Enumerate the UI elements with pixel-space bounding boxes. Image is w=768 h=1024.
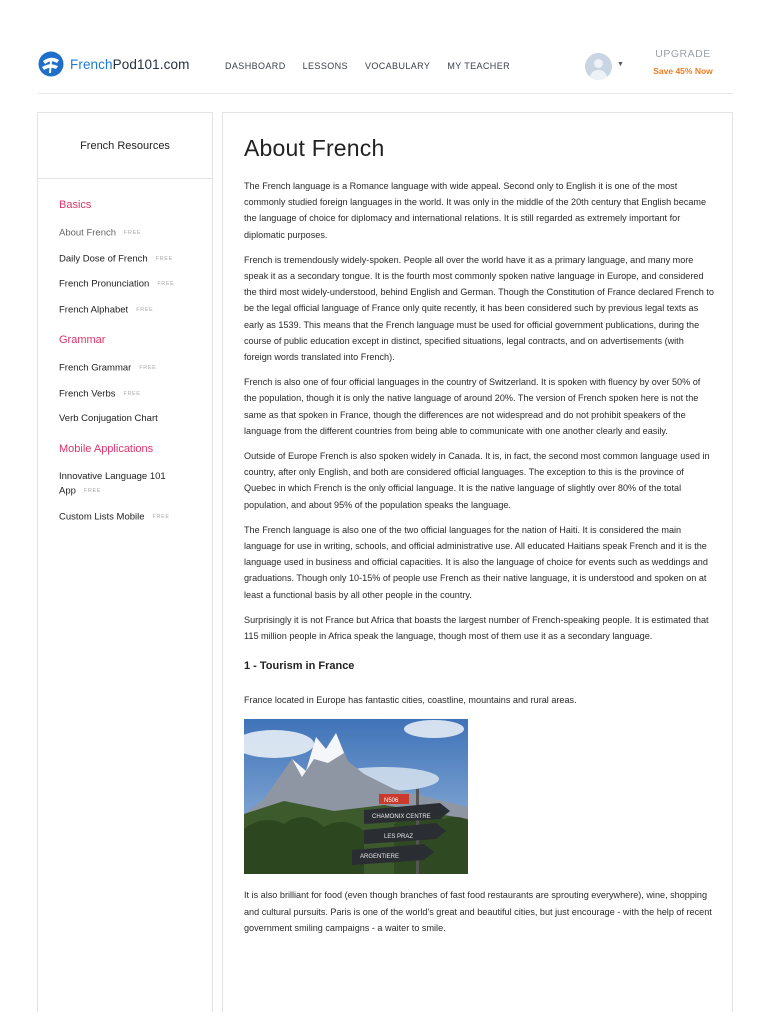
sidebar-item-custom-lists[interactable]: Custom Lists Mobile FREE [59,511,170,523]
sidebar-category-mobile: Mobile Applications [59,443,154,456]
header-divider [38,93,733,94]
sidebar-item-verb-conjugation[interactable]: Verb Conjugation Chart [59,413,158,425]
sidebar-item-grammar[interactable]: French Grammar FREE [59,362,157,374]
free-badge: FREE [124,230,142,236]
sign-argentiere: ARGENTIERE [360,854,400,861]
sidebar-list [38,195,212,524]
free-badge: FREE [83,488,101,495]
free-badge: FREE [155,255,173,262]
sidebar-item-verbs[interactable]: French Verbs FREE [59,388,141,400]
upgrade-button[interactable] [643,48,723,76]
free-badge: FREE [139,365,157,372]
nav-vocabulary[interactable]: VOCABULARY [364,61,431,71]
article-paragraph: Surprisingly it is not France but Africa that boasts the largest number of French-speaking people. It is estimated that 115 million people in Africa speak the language, though most of them use it as a secondary language. [244,614,709,642]
article-panel [222,112,733,1012]
sidebar-title: French Resources [38,113,212,179]
article-paragraph: Outside of Europe French is also spoken widely in Canada. It is, in fact, the second most common language used in country, after only English, and both are considered official languages. The exception to this is the province of Quebec in which French is the only official language. It is the native language of slightly over 80% of the total population, and about 95% of the population speaks the language. [244,451,710,510]
user-avatar[interactable] [585,53,612,80]
top-header [0,0,768,95]
avatar-head [594,59,603,68]
sign-route-number: N506 [384,798,399,805]
nav-dashboard[interactable]: DASHBOARD [225,61,286,71]
sidebar-item-innovative-app[interactable]: Innovative Language 101 App FREE [59,471,166,497]
sidebar-item-alphabet[interactable]: French Alphabet FREE [59,304,154,316]
nav-lessons[interactable]: LESSONS [302,61,348,71]
nav-my-teacher[interactable]: MY TEACHER [447,61,510,71]
sidebar-item-daily-dose[interactable]: Daily Dose of French FREE [59,253,173,265]
sidebar-item-pronunciation[interactable]: French Pronunciation FREE [59,278,175,290]
free-badge: FREE [157,281,175,288]
main-nav [225,61,510,71]
free-badge: FREE [123,390,141,397]
photo-illustration [244,719,468,874]
free-badge: FREE [152,513,170,520]
article-content [244,113,714,936]
resources-sidebar [37,112,213,1012]
upgrade-discount: Save 45% Now [653,66,713,76]
section-heading: 1 - Tourism in France [244,660,355,673]
sign-les-praz: LES PRAZ [384,834,414,841]
caret-down-icon[interactable]: ▼ [617,61,624,68]
sidebar-item-about-french[interactable]: About French FREE [59,227,142,239]
logo-text: FrenchPod101.com [70,56,190,72]
article-paragraph: The French language is also one of the two official languages for the nation of Haiti. It is considered the main language for use in writing, schools, and official administrative use. All educated Haitians speak French and it is the language used in business and official capacities. It is also the language of choice for events such as weddings and graduations. Though only 10-15% of people use French as their native language, it is understood and spoken on at least a functional basis by all other people in the country. [244,524,708,600]
sign-chamonix: CHAMONIX CENTRE [372,814,431,821]
article-paragraph: The French language is a Romance language with wide appeal. Second only to English it is one of the most commonly studied foreign languages in the world. It was only in the middle of the 20th century that English became the language of choice for diplomacy and international relations. It is still regarded as extremely important for diplomatic purposes. [244,181,707,240]
section-paragraph: It is also brilliant for food (even though branches of fast food restaurants are sprouting everywhere), wine, shopping and cultural pursuits. Paris is one of the world's great and beautiful cities, but just encourage - with the help of recent government smiling campaigns - a waiter to smile. [244,890,712,933]
article-paragraph: French is tremendously widely-spoken. People all over the world have it as a primary language, and many more speak it as a secondary tongue. It is the fourth most commonly spoken native language in Europe, and considered the third most widely-understood, behind English and German. Though the Constitution of France declared French to be the legal official language of France only quite recently, it has been considered such by previous legal texts as early as 1539. This means that the French language must be used for official government publications, during the course of public education except in distinct, specified situations, legal contracts, and on advertisements (with foreign words translated into French). [244,254,714,363]
avatar-body [590,70,607,80]
article-paragraph: French is also one of four official languages in the country of Switzerland. It is spoken with fluency by over 50% of the population, though it is only the native language of around 20%. The version of French spoken here is not the same as that spoken in France, though the differences are not widespread and do not prohibit speakers of the language from the different countries from being able to communicate with one another clearly and easily. [244,377,701,436]
section-intro: France located in Europe has fantastic cities, coastline, mountains and rural areas. [244,695,577,706]
site-logo[interactable] [38,51,189,77]
chamonix-road-sign-photo [244,719,468,874]
sidebar-category-grammar: Grammar [59,334,106,347]
upgrade-label: UPGRADE [655,48,711,60]
free-badge: FREE [136,306,154,313]
sidebar-category-basics: Basics [59,199,92,211]
page-title: About French [244,135,385,161]
frenchpod-logo-icon [38,51,64,77]
